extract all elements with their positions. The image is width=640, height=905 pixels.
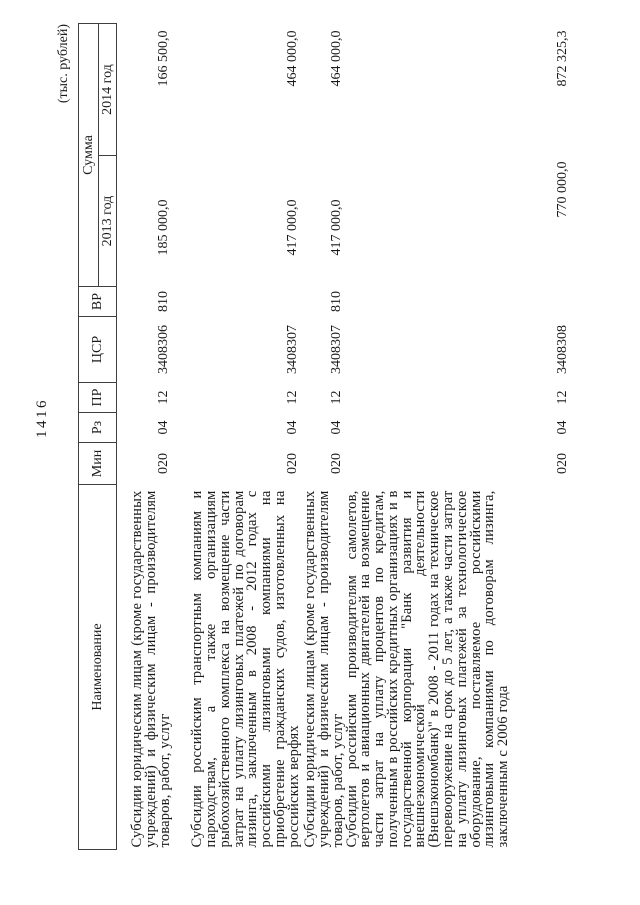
column-header-pr: ПР <box>79 383 117 413</box>
amount-2014-cell: 166 500,0 <box>155 30 171 87</box>
amount-2014-cell: 872 325,3 <box>554 30 570 87</box>
amount-2013-cell: 417 000,0 <box>328 199 344 256</box>
units-label: (тыс. рублей) <box>56 24 71 104</box>
rz-cell: 04 <box>284 420 300 435</box>
column-header-2013: 2013 год <box>99 156 117 287</box>
min-cell: 020 <box>328 453 344 474</box>
min-cell: 020 <box>284 453 300 474</box>
pr-cell: 12 <box>155 390 171 405</box>
table-row <box>117 24 173 850</box>
column-header-csr: ЦСР <box>79 317 117 383</box>
amount-2013-cell: 417 000,0 <box>284 199 300 256</box>
name-cell: Субсидии российским транспортным компаниям и пароходствам, а также организациям рыбохозяйственного комплекса на возмещение части затрат на уплату лизинговых платежей по договорам лизинга, заключенным в 2008 - 2012 годах с российскими лизинговыми компаниями на приобретение гражданских судов, изготовленных на российских верфях <box>189 490 302 848</box>
name-cell: Субсидии юридическим лицам (кроме государственных учреждений) и физическим лицам - производителям товаров, работ, услуг <box>129 490 173 848</box>
table-row <box>302 24 346 850</box>
page-number: 1416 <box>34 398 50 438</box>
name-cell: Субсидии юридическим лицам (кроме государственных учреждений) и физическим лицам - производителям товаров, работ, услуг <box>302 490 346 848</box>
pr-cell: 12 <box>328 390 344 405</box>
vr-cell <box>346 287 572 317</box>
min-cell: 020 <box>155 453 171 474</box>
rz-cell: 04 <box>328 420 344 435</box>
vr-cell: 810 <box>328 291 344 312</box>
table-header <box>79 24 117 850</box>
amount-2013-cell: 770 000,0 <box>554 161 570 218</box>
amount-2014-cell: 464 000,0 <box>328 30 344 87</box>
column-header-name: Наименование <box>79 485 117 850</box>
amount-2014-cell: 464 000,0 <box>284 30 300 87</box>
csr-cell: 3408308 <box>554 325 570 374</box>
budget-table <box>78 23 572 850</box>
min-cell: 020 <box>554 453 570 474</box>
name-cell: Субсидии российским производителям самолетов, вертолетов и авиационных двигателей на возмещение части затрат на уплату процентов по кредитам, полученным в российских кредитных организациях и в государственной корпорации "Банк развития и внешнеэкономической деятельности (Внешэкономбанк)" в 2008 - 2011 годах на техническое перевооружение на срок до 5 лет, а также части затрат на уплату лизинговых платежей за технологическое оборудование, поставляемое российскими лизинговыми компаниями по договорам лизинга, заключенным с 2006 года <box>343 490 512 848</box>
amount-2013-cell: 185 000,0 <box>155 199 171 256</box>
column-header-rz: Рз <box>79 413 117 443</box>
pr-cell: 12 <box>284 390 300 405</box>
column-header-min: Мин <box>79 443 117 485</box>
vr-cell <box>173 287 302 317</box>
rz-cell: 04 <box>554 420 570 435</box>
table-row <box>173 24 302 850</box>
vr-cell: 810 <box>155 291 171 312</box>
table-row <box>346 24 572 850</box>
column-header-sum: Сумма <box>79 24 99 287</box>
csr-cell: 3408306 <box>155 325 171 374</box>
column-header-2014: 2014 год <box>99 24 117 156</box>
csr-cell: 3408307 <box>328 325 344 374</box>
pr-cell: 12 <box>554 390 570 405</box>
column-header-vr: ВР <box>79 287 117 317</box>
rz-cell: 04 <box>155 420 171 435</box>
csr-cell: 3408307 <box>284 325 300 374</box>
